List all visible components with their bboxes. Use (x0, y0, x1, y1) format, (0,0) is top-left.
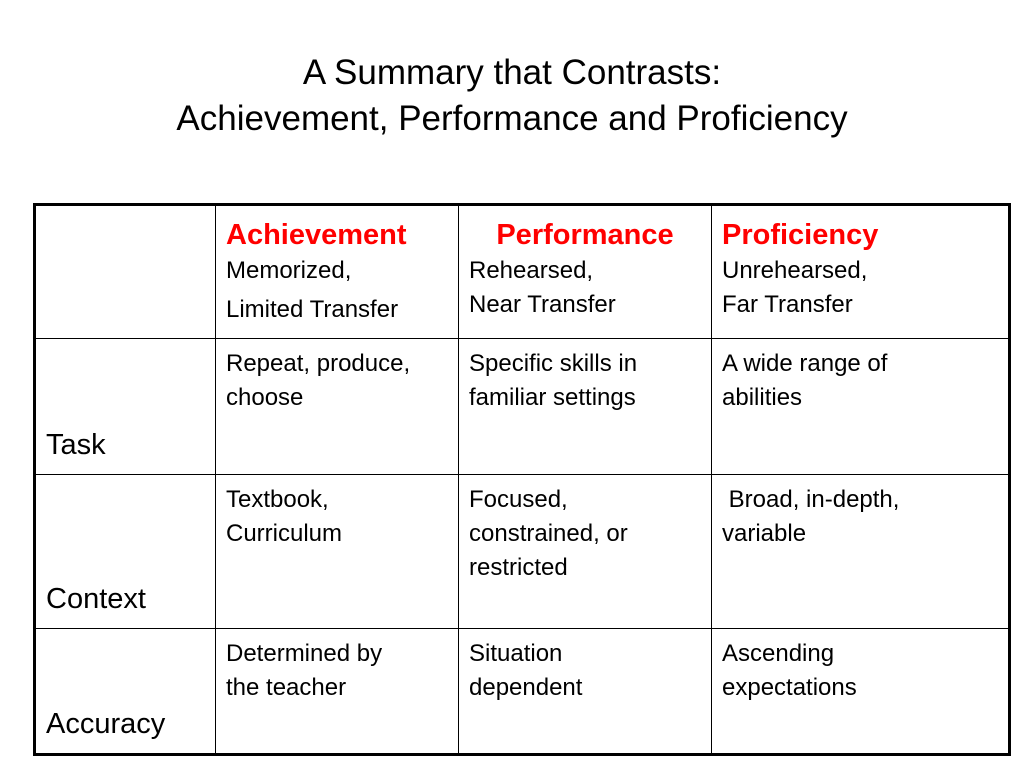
table-row-accuracy (35, 629, 1010, 755)
cell-line: Repeat, produce, (226, 350, 411, 377)
row-label-accuracy: Accuracy (35, 629, 216, 755)
corner-cell (35, 205, 216, 339)
column-desc-line: Limited Transfer (226, 296, 399, 323)
cell-line: familiar settings (469, 384, 636, 411)
cell-line: variable (722, 520, 807, 547)
cell-line: expectations (722, 674, 857, 701)
column-desc-line: Far Transfer (722, 291, 853, 318)
cell-line: A wide range of (722, 350, 888, 377)
column-desc-line: Near Transfer (469, 291, 616, 318)
table-cell (216, 339, 459, 475)
comparison-table (33, 203, 1011, 756)
column-header-proficiency (712, 205, 1010, 339)
table-cell (712, 629, 1010, 755)
cell-line: choose (226, 384, 304, 411)
table-cell (216, 475, 459, 629)
column-heading: Proficiency (722, 219, 879, 251)
table-row-context (35, 475, 1010, 629)
table-cell (216, 629, 459, 755)
table-cell (712, 475, 1010, 629)
cell-line: abilities (722, 384, 803, 411)
table-row-task (35, 339, 1010, 475)
cell-line: Broad, in-depth, (722, 486, 900, 513)
title-line-2: Achievement, Performance and Proficiency (176, 99, 848, 138)
cell-line: Ascending (722, 640, 835, 667)
cell-line: Situation (469, 640, 563, 667)
cell-line: constrained, or (469, 520, 628, 547)
cell-line: Curriculum (226, 520, 343, 547)
cell-line: Determined by (226, 640, 383, 667)
row-label-task: Task (35, 339, 216, 475)
slide-title (0, 50, 1024, 142)
cell-line: the teacher (226, 674, 347, 701)
table-cell (459, 629, 712, 755)
table-cell (459, 339, 712, 475)
column-header-performance (459, 205, 712, 339)
header-row (35, 205, 1010, 339)
title-line-1: A Summary that Contrasts: (302, 53, 722, 92)
cell-line: Focused, (469, 486, 568, 513)
column-desc-line: Rehearsed, (469, 257, 594, 284)
column-header-achievement (216, 205, 459, 339)
cell-line: dependent (469, 674, 583, 701)
table-cell (459, 475, 712, 629)
cell-line: Specific skills in (469, 350, 638, 377)
column-heading: Achievement (226, 219, 407, 251)
cell-line: restricted (469, 554, 568, 581)
cell-line: Textbook, (226, 486, 329, 513)
row-label-context: Context (35, 475, 216, 629)
table-cell (712, 339, 1010, 475)
column-heading: Performance (496, 219, 674, 251)
column-desc-line: Unrehearsed, (722, 257, 868, 284)
column-desc-line: Memorized, (226, 257, 352, 284)
